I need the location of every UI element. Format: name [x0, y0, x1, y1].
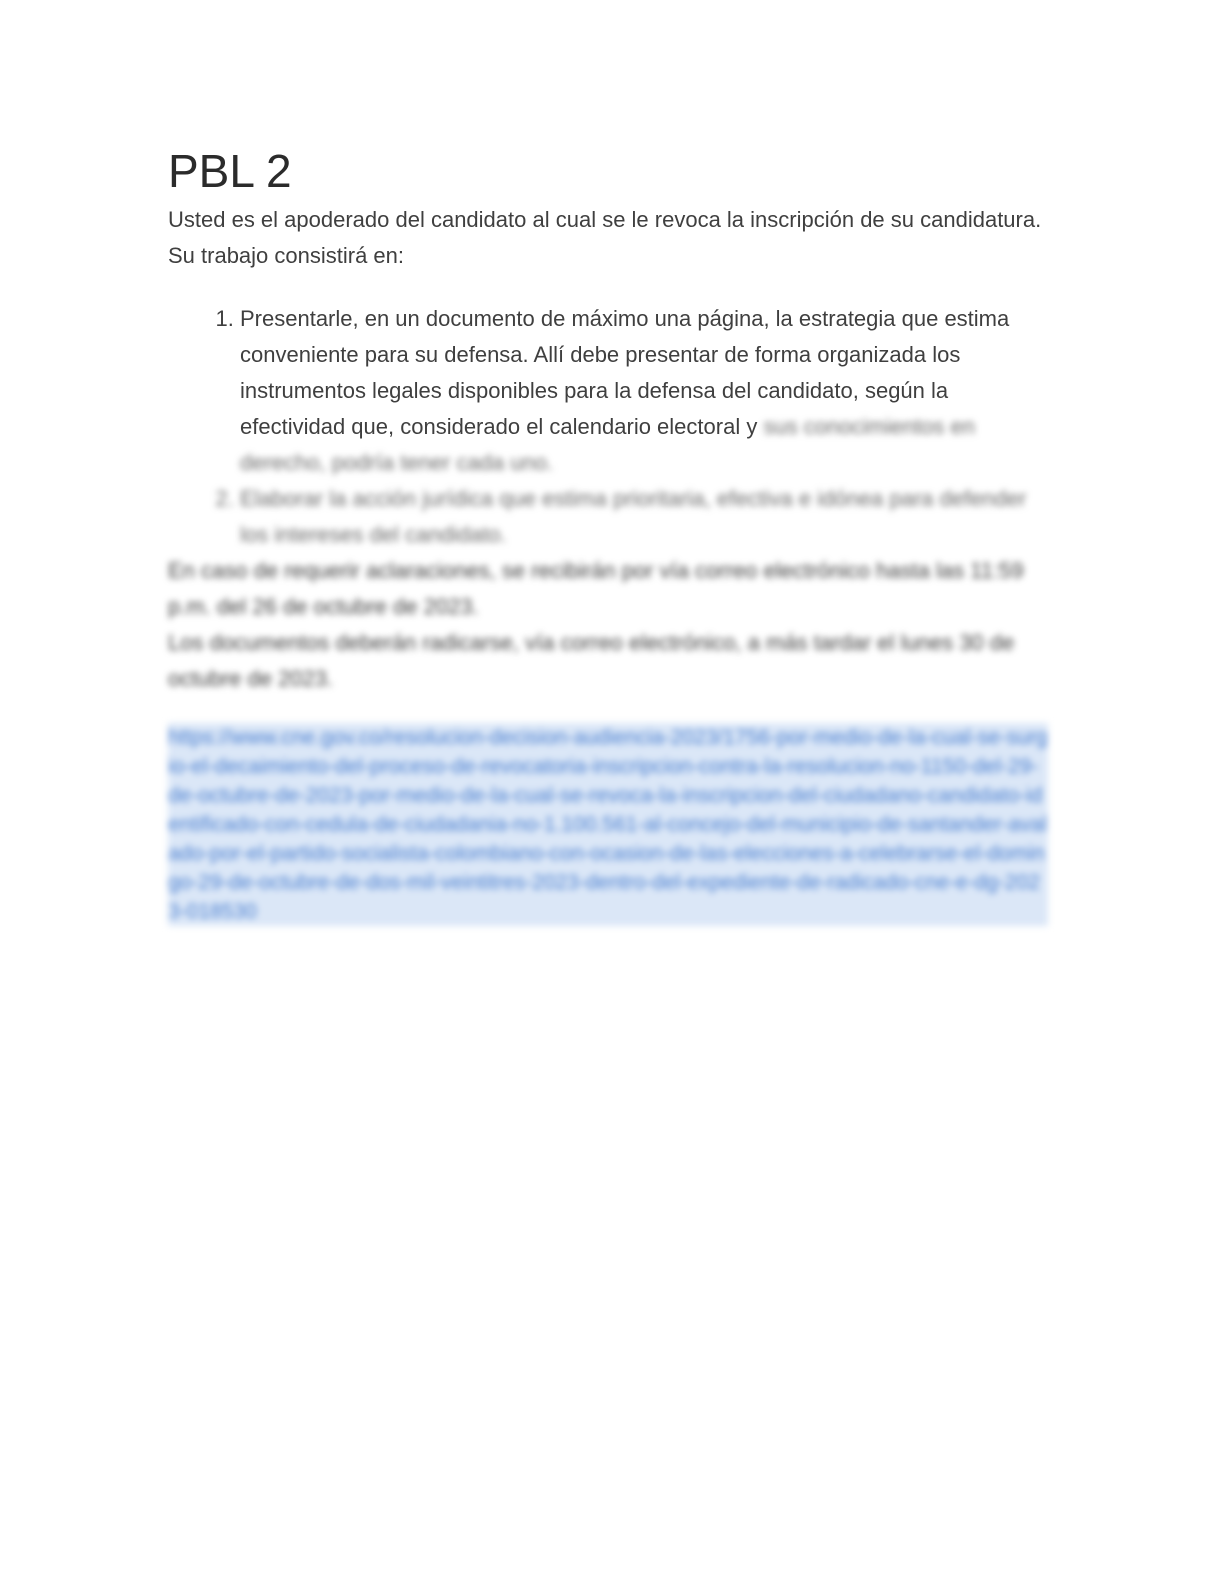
document-body — [168, 140, 1048, 926]
reference-link[interactable]: https://www.cne.gov.co/resolucion-decision-audiencia-2023/1756-por-medio-de-la-cual-se-surgio-el-decaimiento-del-proceso-de-revocatoria-inscripcion-contra-la-resolucion-no-1150-del-29-de-octubre-de-2023-por-medio-de-la-cual-se-revoca-la-inscripcion-del-ciudadano-candidato-identificado-con-cedula-de-ciudadania-no-1.100.561-al-concejo-del-municipio-de-santander-avalado-por-el-partido-socialista-colombiano-con-ocasion-de-las-elecciones-a-celebrarse-el-domingo-29-de-octubre-de-dos-mil-veintitres-2023-dentro-del-expediente-de-radicado-cne-e-dg-2023-018530 — [168, 723, 1048, 926]
task-2-blurred-text: Elaborar la acción jurídica que estima prioritaria, efectiva e idónea para defender los intereses del candidato. — [240, 486, 1027, 547]
page-title: PBL 2 — [168, 145, 292, 197]
task-1-visible-text: Presentarle, en un documento de máximo una página, la estrategia que estima conveniente para su defensa. Allí debe presentar de forma organizada los instrumentos legales disponibles para la defensa del candidato, según la efectividad que, considerado el calendario electoral y — [240, 306, 1010, 439]
task-list — [168, 301, 1048, 553]
task-item-2 — [240, 481, 1048, 553]
task-item-1 — [240, 301, 1048, 481]
clarifications-paragraph: En caso de requerir aclaraciones, se recibirán por vía correo electrónico hasta las 11:59 p.m. del 26 de octubre de 2023. — [168, 558, 1024, 619]
deadline-paragraph: Los documentos deberán radicarse, vía correo electrónico, a más tardar el lunes 30 de octubre de 2023. — [168, 630, 1015, 691]
task-1-blurred-text: sus conocimientos en derecho, podría tener cada uno. — [240, 414, 976, 475]
work-lead-paragraph: Su trabajo consistirá en: — [168, 243, 405, 268]
intro-paragraph: Usted es el apoderado del candidato al cual se le revoca la inscripción de su candidatura. — [168, 207, 1042, 232]
